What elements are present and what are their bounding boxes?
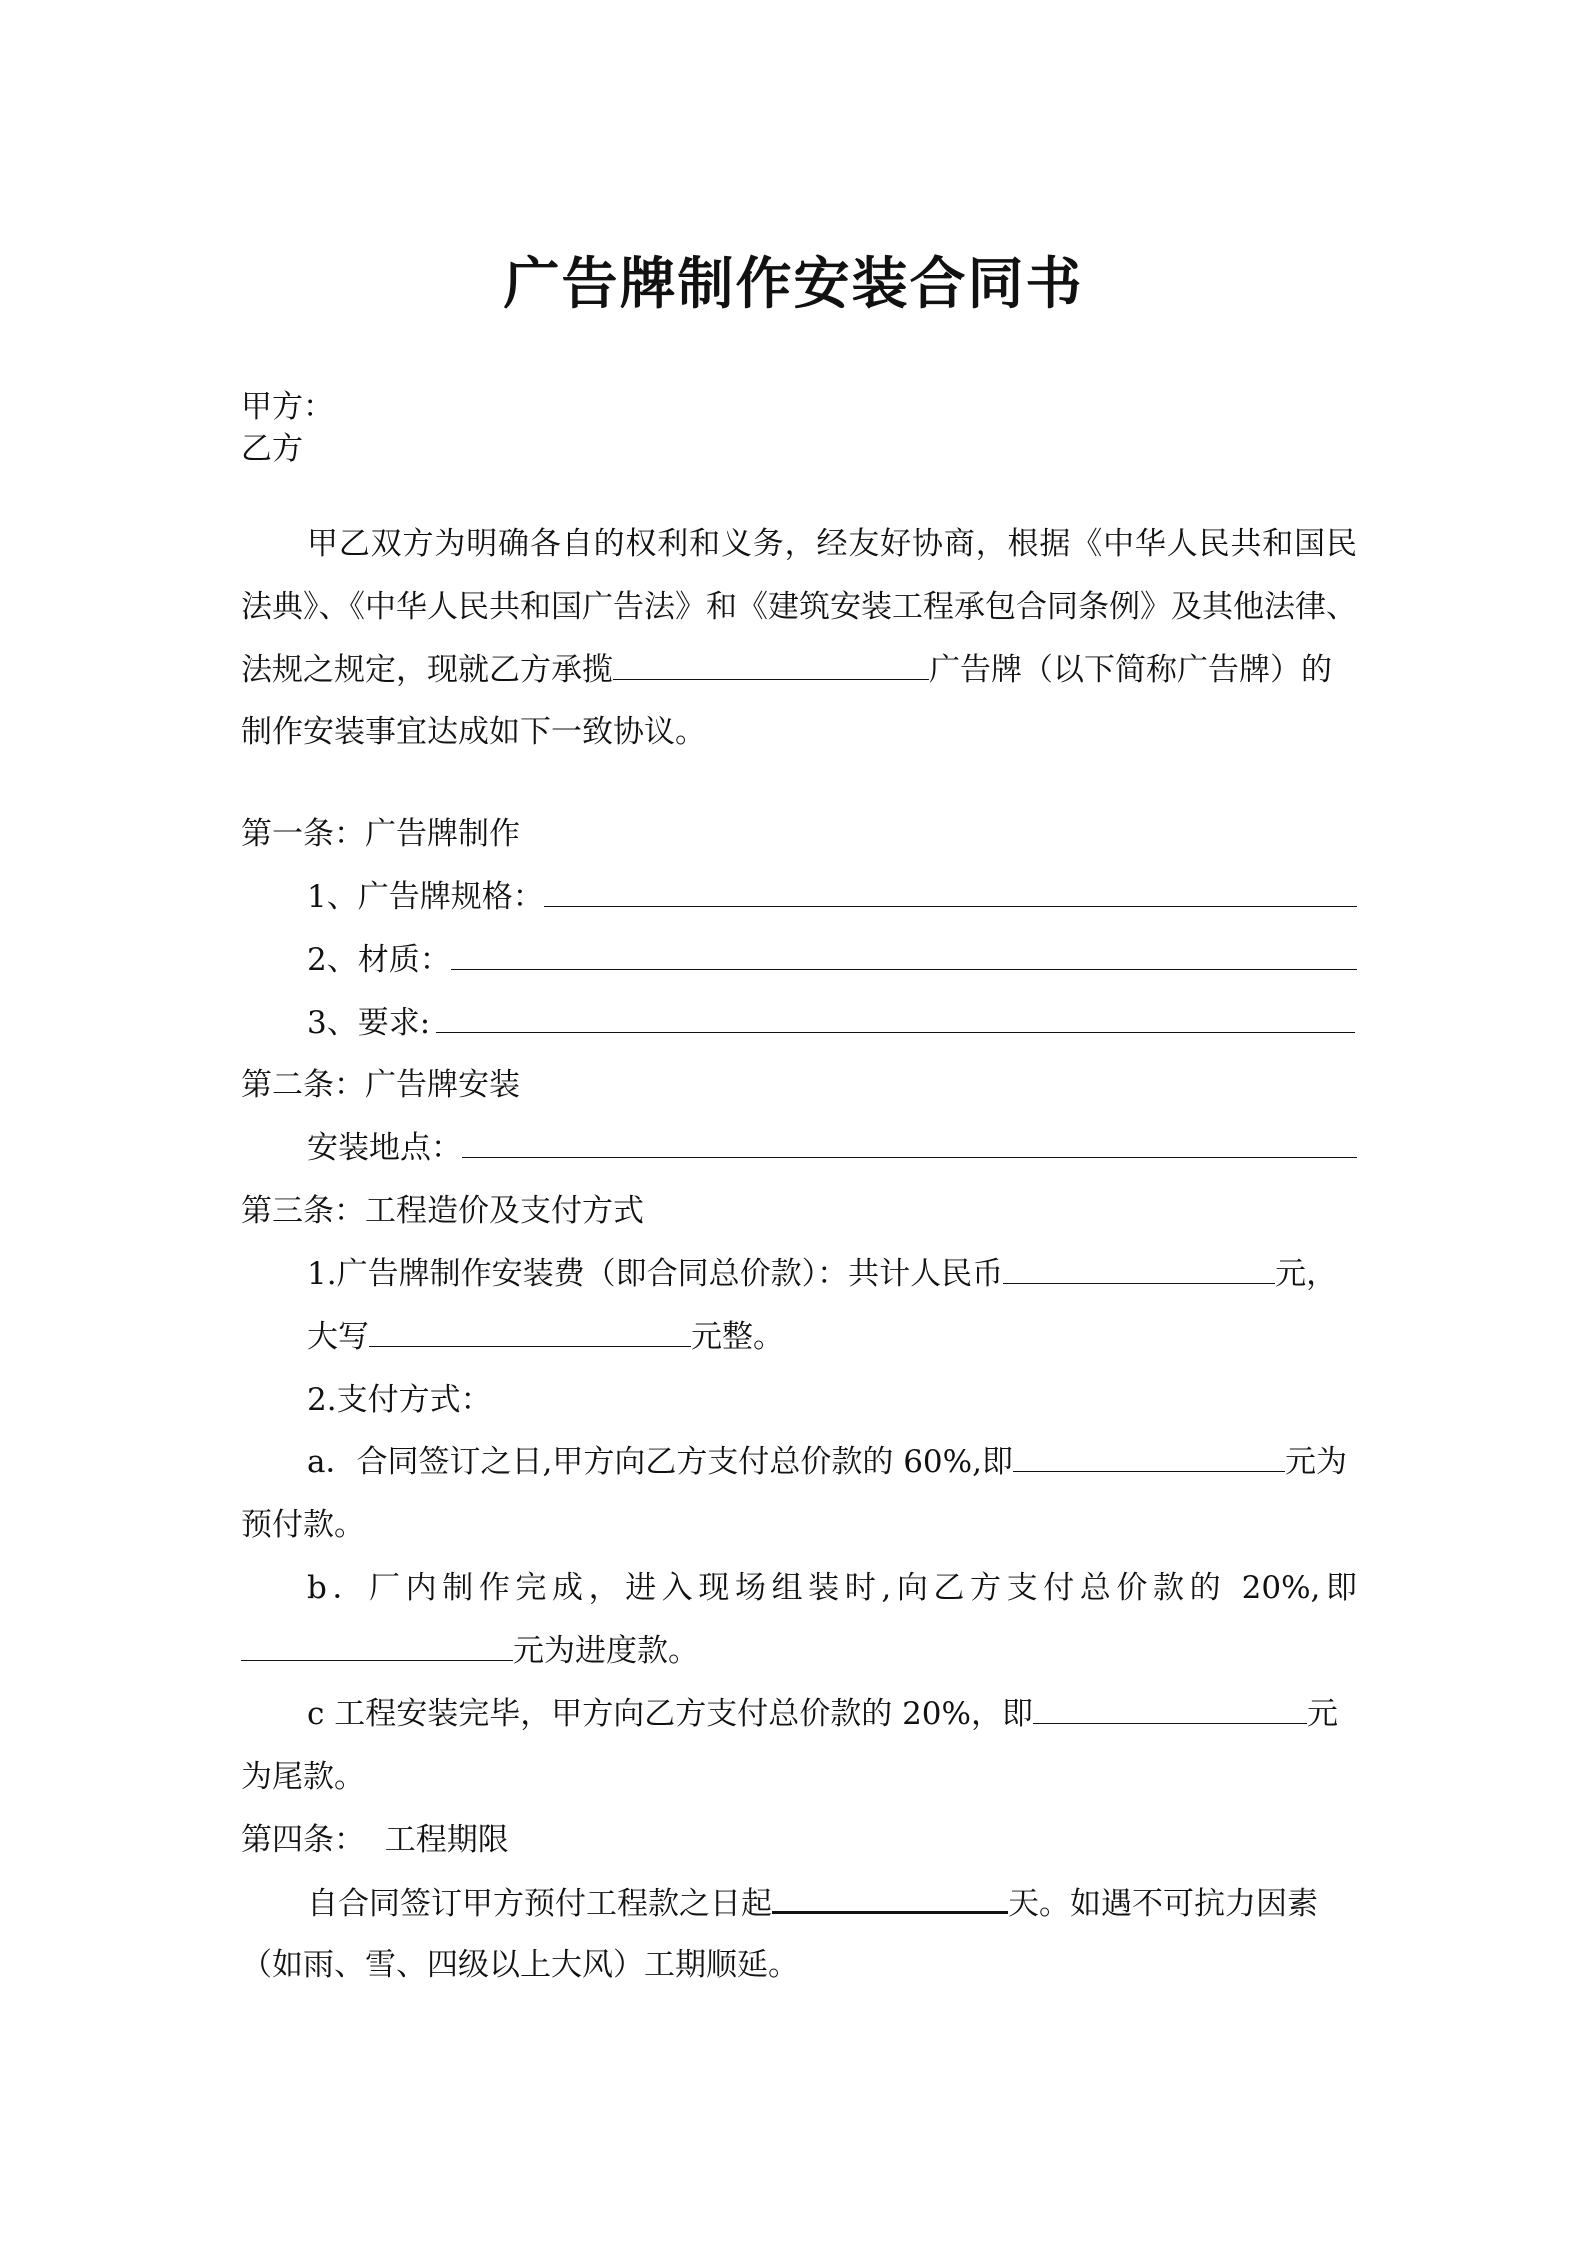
- article-1-heading: 第一条：广告牌制作: [241, 816, 520, 852]
- material-blank[interactable]: [451, 939, 1357, 970]
- spec-row: [307, 876, 1357, 918]
- fee-upper-unit: 元整。: [691, 1319, 784, 1355]
- requirement-blank[interactable]: [436, 1002, 1355, 1033]
- intro-line-3-start: 法规之规定，现就乙方承揽: [241, 652, 613, 688]
- duration-cont: （如雨、雪、四级以上大风）工期顺延。: [241, 1947, 799, 1983]
- fee-upper-blank[interactable]: [369, 1316, 691, 1347]
- payment-b-row: [241, 1630, 699, 1672]
- intro-line-3-end: 广告牌（以下简称广告牌）的: [929, 652, 1332, 688]
- payment-a-end: 元为: [1284, 1444, 1347, 1480]
- payment-b-text: b．厂内制作完成，进入现场组装时,向乙方支付总价款的 20%,即: [307, 1570, 1357, 1606]
- spec-blank[interactable]: [544, 876, 1357, 907]
- intro-line-4: 制作安装事宜达成如下一致协议。: [241, 714, 706, 750]
- fee-label: 1.广告牌制作安装费（即合同总价款）：共计人民币: [307, 1256, 1004, 1292]
- fee-unit: 元，: [1275, 1256, 1338, 1292]
- payment-c-end: 元: [1306, 1696, 1338, 1732]
- intro-line-1: 甲乙双方为明确各自的权利和义务，经友好协商，根据《中华人民共和国民: [307, 526, 1357, 562]
- payment-c-cont: 为尾款。: [241, 1759, 365, 1795]
- payment-c-blank[interactable]: [1033, 1693, 1307, 1724]
- payment-c-text: c 工程安装完毕，甲方向乙方支付总价款的 20%，即: [307, 1696, 1033, 1732]
- payment-b-cont: 元为进度款。: [513, 1633, 699, 1669]
- duration-end: 天。如遇不可抗力因素: [1008, 1886, 1318, 1922]
- location-blank[interactable]: [462, 1127, 1357, 1158]
- duration-days-blank[interactable]: [772, 1881, 1008, 1914]
- spec-label: 1、广告牌规格：: [307, 879, 544, 915]
- fee-upper-row: [307, 1316, 784, 1358]
- contractor-item-blank[interactable]: [613, 649, 929, 680]
- article-2-heading: 第二条：广告牌安装: [241, 1067, 520, 1103]
- requirement-label: 3、要求:: [307, 1005, 431, 1041]
- payment-a-cont: 预付款。: [241, 1507, 365, 1543]
- fee-row: [307, 1253, 1357, 1295]
- intro-line-2: 法典》、《中华人民共和国广告法》和《建筑安装工程承包合同条例》及其他法律、: [241, 589, 1357, 625]
- duration-text: 自合同签订甲方预付工程款之日起: [307, 1886, 772, 1922]
- fee-upper-label: 大写: [307, 1319, 369, 1355]
- payment-heading: 2.支付方式：: [307, 1382, 492, 1418]
- material-label: 2、材质：: [307, 942, 451, 978]
- intro-line-3: [241, 649, 1357, 691]
- requirement-row: [307, 1002, 1355, 1044]
- material-row: [307, 939, 1357, 981]
- location-row: [307, 1127, 1357, 1169]
- payment-a-row: [307, 1441, 1357, 1483]
- party-a-label: 甲方：: [241, 389, 334, 425]
- article-3-heading: 第三条：工程造价及支付方式: [241, 1193, 644, 1229]
- fee-amount-blank[interactable]: [1003, 1253, 1275, 1284]
- payment-a-blank[interactable]: [1013, 1441, 1285, 1472]
- party-b-label: 乙方: [241, 431, 303, 467]
- location-label: 安装地点：: [307, 1130, 462, 1166]
- duration-row: [307, 1881, 1357, 1925]
- article-4-heading: 第四条： 工程期限: [241, 1822, 509, 1858]
- payment-a-text: a．合同签订之日,甲方向乙方支付总价款的 60%,即: [307, 1444, 1013, 1480]
- payment-c-row: [307, 1693, 1357, 1735]
- document-title: 广告牌制作安装合同书: [503, 251, 1084, 317]
- payment-b-blank[interactable]: [241, 1630, 513, 1661]
